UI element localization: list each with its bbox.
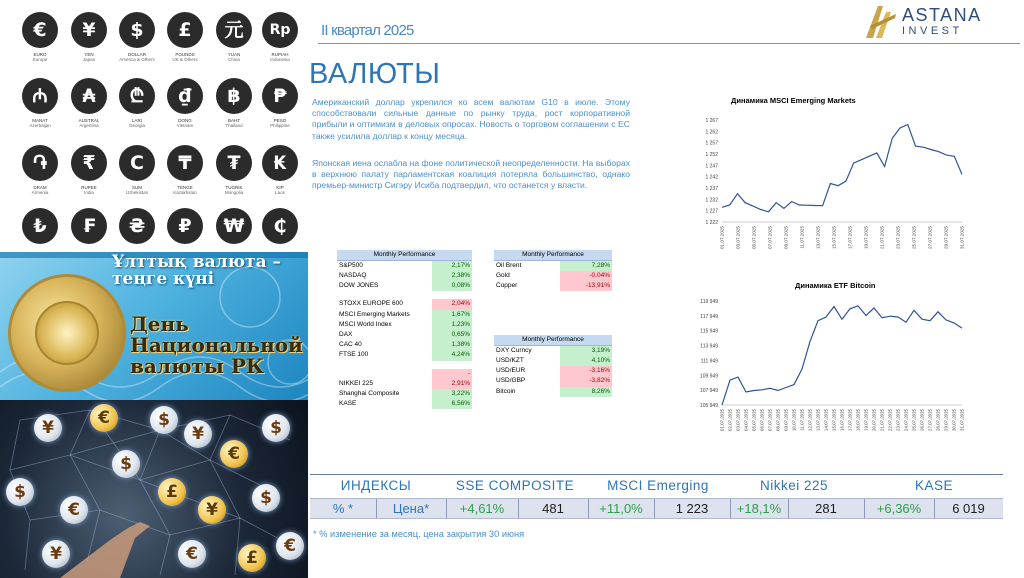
row-value [432, 291, 472, 299]
paragraph-jpy: Японская иена ослабла на фоне политической неопределенности. На выборах в верхнюю палату парламентская коалиция потеряла большинство, однако премьер-министр Сигэру Исиба подтвердил, что останется у власти. [312, 158, 630, 191]
currency-name: AUSTRAL [78, 118, 100, 123]
fx-performance-table [494, 335, 612, 397]
euro-symbol-icon: € [220, 440, 248, 468]
x-tick-label: 17.07.2025 [847, 409, 853, 431]
currency-symbol-icon: С [119, 145, 155, 181]
dollar-symbol-icon: $ [262, 414, 290, 442]
currency-region: Philippine [270, 123, 290, 128]
nikkei-price: 281 [815, 501, 837, 516]
currency-coin [256, 12, 304, 62]
currency-coin [65, 12, 113, 62]
row-value: 4,24% [432, 350, 472, 360]
yen-symbol-icon: ¥ [34, 414, 62, 442]
x-tick-label: 26.07.2025 [919, 409, 925, 431]
currency-name: DOLLAR [127, 52, 146, 57]
currency-coin [161, 145, 209, 195]
row-label: Copper [496, 282, 518, 290]
currency-coin [65, 145, 113, 195]
row-label: USD/EUR [496, 367, 526, 375]
currency-name: RUPIAH [271, 52, 289, 57]
row-value: 0,08% [432, 281, 472, 291]
table-row [337, 310, 472, 320]
table-header: Monthly Performance [494, 250, 612, 261]
table-row [337, 369, 472, 379]
currency-symbol-icon: ₹ [71, 145, 107, 181]
currency-region: Japan [82, 57, 96, 62]
index-separator [518, 499, 519, 518]
currency-coin [16, 208, 64, 244]
chart-title-msci: Динамика MSCI Emerging Markets [731, 96, 856, 105]
y-tick-label: 1 262 [705, 129, 718, 136]
y-tick-label: 117 949 [700, 313, 718, 320]
euro-symbol-icon: € [276, 532, 304, 560]
currency-symbol-icon: ₣ [71, 208, 107, 244]
currency-name: TUGRIK [225, 185, 243, 190]
currency-symbol-icon: ¥ [71, 12, 107, 48]
pound-symbol-icon: £ [238, 544, 266, 572]
currency-symbol-icon: ₾ [119, 78, 155, 114]
logo-text-astana: ASTANA [902, 5, 982, 25]
row-label: USD/GBP [496, 377, 526, 385]
header-divider [318, 43, 1020, 44]
table-header: Monthly Performance [494, 335, 612, 346]
x-tick-label: 14.07.2025 [823, 409, 829, 431]
indices-performance-table [337, 250, 472, 409]
tenge-coin-emblem [8, 274, 126, 392]
currency-coin [113, 208, 161, 244]
table-row [337, 350, 472, 360]
row-label: MSCI Emerging Markets [339, 310, 410, 318]
x-tick-label: 17.07.2025 [847, 226, 853, 249]
row-label: NIKKEI 225 [339, 379, 373, 387]
x-tick-label: 10.07.2025 [791, 409, 797, 431]
currency-coin [65, 208, 113, 244]
currency-symbols-grid [0, 0, 308, 252]
index-header-msci: MSCI Emerging [607, 478, 709, 493]
currency-symbol-icon: ₱ [262, 78, 298, 114]
currency-coin [161, 12, 209, 62]
currency-coin [256, 78, 304, 128]
currency-symbol-icon: ₵ [262, 208, 298, 244]
x-tick-label: 09.07.2025 [783, 409, 789, 431]
table-row [494, 271, 612, 281]
row-label: KASE [339, 400, 357, 408]
series-line [722, 306, 962, 405]
index-row-label-price: Цена* [392, 501, 430, 516]
currency-coin [113, 145, 161, 195]
currency-region: Thailand [225, 123, 243, 128]
msci-price: 1 223 [675, 501, 709, 516]
euro-symbol-icon: € [178, 540, 206, 568]
table-row [337, 271, 472, 281]
row-value: 1,38% [432, 340, 472, 350]
table-row [337, 399, 472, 409]
x-tick-label: 05.07.2025 [751, 409, 757, 431]
currency-symbol-icon: ֏ [22, 145, 58, 181]
x-tick-label: 15.07.2025 [831, 409, 837, 431]
currency-coin [16, 12, 64, 62]
chart-title-bitcoin: Динамика ETF Bitcoin [795, 281, 876, 290]
y-tick-label: 111 949 [700, 358, 718, 365]
row-label: Bitcoin [496, 387, 516, 395]
msci-em-line-chart [680, 108, 970, 268]
x-tick-label: 30.07.2025 [951, 409, 957, 431]
currency-symbol-icon: € [22, 12, 58, 48]
x-tick-label: 19.07.2025 [863, 226, 869, 249]
dollar-symbol-icon: $ [112, 450, 140, 478]
table-row [337, 299, 472, 309]
row-label: Shanghai Composite [339, 389, 400, 397]
euro-symbol-icon: € [60, 496, 88, 524]
series-line [722, 125, 962, 212]
dollar-symbol-icon: $ [6, 478, 34, 506]
x-tick-label: 15.07.2025 [831, 226, 837, 249]
row-value: 1,23% [432, 320, 472, 330]
index-separator [654, 499, 655, 518]
x-tick-label: 21.07.2025 [879, 226, 885, 249]
x-tick-label: 22.07.2025 [887, 409, 893, 431]
table-row [494, 387, 612, 397]
row-value: - [432, 369, 472, 379]
x-tick-label: 23.07.2025 [895, 226, 901, 249]
index-header-nikkei: Nikkei 225 [759, 478, 829, 493]
pound-symbol-icon: £ [158, 478, 186, 506]
row-value: 2,38% [432, 271, 472, 281]
index-bar-top-line [310, 474, 1003, 475]
currency-coin [161, 208, 209, 244]
x-tick-label: 11.07.2025 [799, 409, 805, 431]
x-tick-label: 02.07.2025 [727, 409, 733, 431]
row-label: MSCI World Index [339, 320, 392, 328]
currency-symbol-icon: ₮ [216, 145, 252, 181]
index-separator [788, 499, 789, 518]
index-footnote: * % изменение за месяц, цена закрытия 30 июня [313, 529, 525, 539]
currency-region: Kazakhstan [173, 190, 197, 195]
banner-title-ru: День Национальной валюты РК [130, 312, 303, 378]
table-row [494, 346, 612, 357]
yen-symbol-icon: ¥ [184, 420, 212, 448]
currency-coin [210, 78, 258, 128]
currency-symbol-icon: 元 [216, 12, 252, 48]
index-separator [934, 499, 935, 518]
row-label: Oil Brent [496, 262, 522, 269]
x-tick-label: 19.07.2025 [863, 409, 869, 431]
currency-coin [16, 78, 64, 128]
currency-name: SUM [132, 185, 142, 190]
x-tick-label: 07.07.2025 [767, 409, 773, 431]
currency-region: UK & Others [172, 57, 198, 62]
currency-coin [210, 12, 258, 62]
currency-symbol-icon: ₩ [216, 208, 252, 244]
index-separator [446, 499, 447, 518]
x-tick-label: 09.07.2025 [783, 226, 789, 249]
euro-symbol-icon: € [90, 404, 118, 432]
x-tick-label: 07.07.2025 [767, 226, 773, 249]
currency-coin [65, 78, 113, 128]
currency-name: YUAN [227, 52, 241, 57]
currency-symbol-icon: ₫ [167, 78, 203, 114]
y-tick-label: 105 949 [699, 403, 718, 409]
currency-symbol-icon: ₸ [167, 145, 203, 181]
index-separator [588, 499, 589, 518]
x-tick-label: 29.07.2025 [943, 409, 949, 431]
currency-name: LARI [131, 118, 142, 123]
left-image-column [0, 0, 308, 578]
currency-name: YEN [84, 52, 94, 57]
currency-region: Azerbaijan [29, 123, 51, 128]
y-tick-label: 113 949 [700, 343, 718, 350]
currency-region: Georgia [128, 123, 145, 128]
table-row [494, 366, 612, 376]
currency-region: Laos [275, 190, 285, 195]
table-row [494, 281, 612, 291]
row-value: 1,67% [432, 310, 472, 320]
x-tick-label: 05.07.2025 [751, 226, 757, 249]
y-tick-label: 1 232 [705, 197, 718, 204]
y-tick-label: 1 237 [705, 186, 718, 192]
banner-title-kz: Ұлттық валюта – теңге күні [112, 252, 282, 289]
index-header-kase: KASE [914, 478, 954, 493]
currency-region: Mongolia [224, 190, 244, 195]
currency-symbol-icon: Rp [262, 12, 298, 48]
currency-name: PESO [273, 118, 287, 123]
x-tick-label: 25.07.2025 [911, 409, 917, 431]
y-tick-label: 1 222 [705, 220, 718, 226]
row-label: Gold [496, 272, 510, 280]
currency-symbol-icon: ₽ [167, 208, 203, 244]
x-tick-label: 01.07.2025 [719, 409, 725, 431]
row-label: FTSE 100 [339, 351, 369, 359]
currency-name: DRAM [33, 185, 47, 190]
table-row [494, 356, 612, 366]
currency-coin [256, 145, 304, 195]
currency-symbol-icon: ₳ [71, 78, 107, 114]
kase-price: 6 019 [952, 501, 985, 516]
x-tick-label: 31.07.2025 [959, 226, 965, 249]
x-tick-label: 23.07.2025 [895, 409, 901, 431]
row-value [432, 361, 472, 369]
table-row [337, 389, 472, 399]
currency-coin [113, 78, 161, 128]
y-tick-label: 109 949 [699, 373, 718, 380]
currency-symbol-icon: ₭ [262, 145, 298, 181]
x-tick-label: 21.07.2025 [879, 409, 885, 431]
kase-pct: +6,36% [876, 501, 922, 516]
row-label: DAX [339, 331, 353, 339]
currency-region: Europe [32, 57, 48, 62]
row-value: 3,22% [432, 389, 472, 399]
y-tick-label: 107 949 [699, 388, 718, 395]
x-tick-label: 25.07.2025 [911, 226, 917, 249]
row-value: 2,91% [432, 379, 472, 389]
row-label [337, 291, 432, 299]
row-label: STOXX EUROPE 600 [339, 300, 403, 308]
currency-name: RUPEE [81, 185, 97, 190]
currency-name: DONG [178, 118, 192, 123]
currency-name: KIP [276, 185, 284, 190]
currency-symbol-icon: ₴ [119, 208, 155, 244]
yen-symbol-icon: ¥ [42, 540, 70, 568]
row-label [337, 361, 432, 369]
company-logo [862, 2, 1022, 40]
index-header-sse: SSE COMPOSITE [455, 478, 575, 493]
x-tick-label: 11.07.2025 [799, 226, 805, 249]
currency-coin [16, 145, 64, 195]
y-tick-label: 1 252 [705, 152, 718, 158]
table-row [337, 261, 472, 272]
national-currency-day-banner [0, 252, 308, 400]
row-value: 3,19% [560, 346, 612, 357]
currency-name: TENGE [177, 185, 193, 190]
y-tick-label: 1 267 [705, 118, 718, 124]
x-tick-label: 04.07.2025 [743, 409, 749, 431]
table-row [494, 376, 612, 386]
row-label: NASDAQ [339, 272, 367, 280]
x-tick-label: 06.07.2025 [759, 409, 765, 431]
currency-region: Armenia [31, 190, 49, 195]
table-row [337, 340, 472, 350]
x-tick-label: 29.07.2025 [943, 226, 949, 249]
row-value: 2,17% [432, 261, 472, 272]
x-tick-label: 13.07.2025 [815, 226, 821, 249]
index-header-indices: ИНДЕКСЫ [340, 478, 412, 493]
dollar-symbol-icon: $ [252, 484, 280, 512]
x-tick-label: 16.07.2025 [839, 409, 845, 431]
row-value: 4,10% [560, 356, 612, 366]
row-value: -0,04% [560, 271, 612, 281]
index-separator [730, 499, 731, 518]
x-tick-label: 03.07.2025 [735, 409, 741, 431]
commodities-performance-table [494, 250, 612, 291]
row-value: -3,82% [560, 376, 612, 386]
y-tick-label: 1 257 [705, 140, 718, 147]
table-header: Monthly Performance [337, 250, 472, 261]
yen-symbol-icon: ¥ [198, 496, 226, 524]
currency-coin [210, 208, 258, 244]
x-tick-label: 03.07.2025 [735, 226, 741, 249]
astana-invest-logo-icon [862, 2, 900, 40]
currency-coin [210, 145, 258, 195]
index-separator [864, 499, 865, 518]
table-row [337, 361, 472, 369]
x-tick-label: 27.07.2025 [927, 409, 933, 431]
sse-pct: +4,61% [459, 501, 505, 516]
row-value: 7,28% [560, 261, 612, 272]
row-value: 6,56% [432, 399, 472, 409]
page-title: ВАЛЮТЫ [309, 58, 441, 90]
table-row [337, 291, 472, 299]
dollar-symbol-icon: $ [150, 406, 178, 434]
currency-name: EURO [33, 52, 47, 57]
currency-region: Uzbekistan [125, 190, 149, 195]
y-tick-label: 115 949 [700, 328, 718, 335]
currency-region: Vietnam [176, 123, 194, 128]
currency-symbol-icon: ฿ [216, 78, 252, 114]
msci-pct: +11,0% [599, 501, 643, 516]
x-tick-label: 27.07.2025 [927, 226, 933, 249]
x-tick-label: 24.07.2025 [903, 409, 909, 431]
x-tick-label: 31.07.2025 [959, 409, 965, 431]
row-value: 8,26% [560, 387, 612, 397]
row-label [337, 369, 432, 379]
currency-region: Argentina [79, 123, 99, 128]
table-row [337, 330, 472, 340]
row-value: 0,65% [432, 330, 472, 340]
nikkei-pct: +18,1% [736, 501, 782, 516]
x-tick-label: 18.07.2025 [855, 409, 861, 431]
table-row [337, 379, 472, 389]
row-label: DXY Curncy [496, 347, 532, 354]
table-row [494, 261, 612, 272]
row-value: 2,04% [432, 299, 472, 309]
row-label: USD/KZT [496, 357, 524, 365]
currency-symbol-icon: ₼ [22, 78, 58, 114]
sse-price: 481 [542, 501, 564, 516]
currency-region: China [228, 57, 240, 62]
quarter-label: II квартал 2025 [321, 22, 414, 39]
index-separator [376, 499, 377, 518]
currency-name: MANAT [32, 118, 48, 123]
currency-symbol-icon: $ [119, 12, 155, 48]
currency-network-photo [0, 400, 308, 578]
row-label: DOW JONES [339, 282, 379, 290]
currency-region: Indonesia [270, 57, 290, 62]
currency-name: BAHT [227, 118, 240, 123]
currency-symbol-icon: £ [167, 12, 203, 48]
index-row-label-pct: % * [332, 501, 354, 516]
x-tick-label: 20.07.2025 [871, 409, 877, 431]
table-row [337, 320, 472, 330]
currency-coin [113, 12, 161, 62]
y-tick-label: 1 227 [705, 208, 718, 215]
currency-region: America & Others [119, 57, 155, 62]
x-tick-label: 12.07.2025 [807, 409, 813, 431]
paragraph-usd: Американский доллар укрепился ко всем валютам G10 в июле. Этому способствовали сильные данные по рынку труда, рост корпоративной прибыли и оптимизм в деловых опросах. Новость о торговом соглашении с ЕС также усилила доллар к концу месяца. [312, 97, 630, 141]
table-row [337, 281, 472, 291]
row-label: S&P500 [339, 262, 363, 269]
logo-text-invest: INVEST [902, 25, 963, 37]
bitcoin-etf-line-chart [680, 293, 970, 438]
currency-symbol-icon: ₺ [22, 208, 58, 244]
row-value: -13,91% [560, 281, 612, 291]
currency-coin [256, 208, 304, 244]
currency-coin [161, 78, 209, 128]
row-label: CAC 40 [339, 341, 362, 349]
y-tick-label: 1 247 [705, 163, 718, 170]
row-value: -3,16% [560, 366, 612, 376]
x-tick-label: 28.07.2025 [935, 409, 941, 431]
x-tick-label: 08.07.2025 [775, 409, 781, 431]
y-tick-label: 119 949 [700, 299, 718, 305]
x-tick-label: 01.07.2025 [719, 226, 725, 249]
x-tick-label: 13.07.2025 [815, 409, 821, 431]
y-tick-label: 1 242 [705, 174, 718, 181]
currency-name: POUNDS [175, 52, 195, 57]
currency-region: India [84, 190, 94, 195]
